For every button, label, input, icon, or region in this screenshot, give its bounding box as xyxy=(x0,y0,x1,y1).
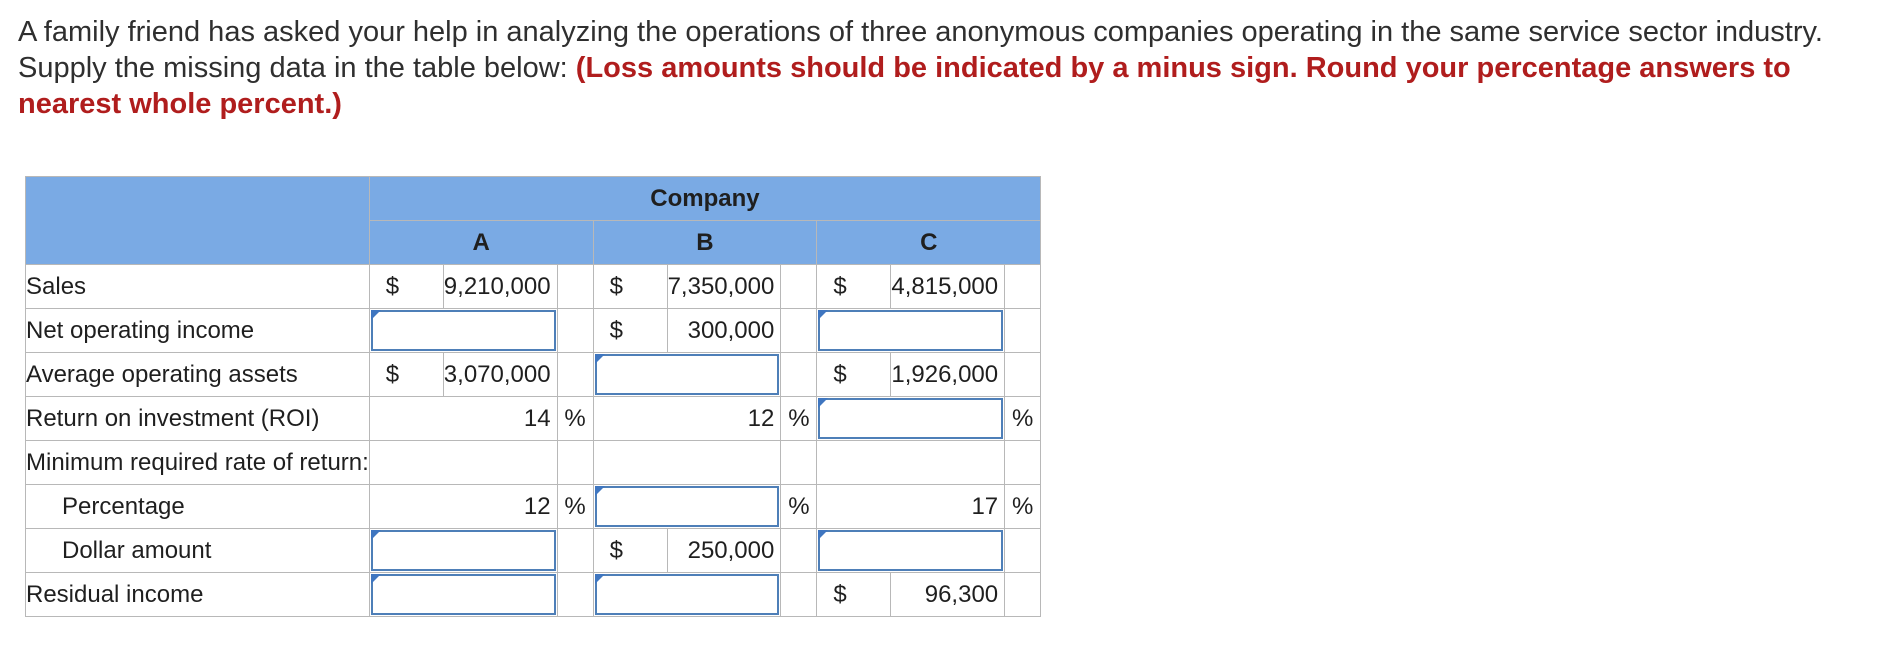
sales-c-unit xyxy=(1005,265,1041,309)
sales-a-currency: $ xyxy=(369,265,443,309)
dollar-b-currency: $ xyxy=(593,529,667,573)
input-marker-icon xyxy=(371,574,381,584)
table-row-average-operating-assets xyxy=(26,353,1041,397)
sales-a-unit xyxy=(557,265,593,309)
roi-a-value: 14 xyxy=(369,397,557,441)
row-label-residual-income: Residual income xyxy=(26,573,370,617)
roi-c-input-cell xyxy=(817,397,1005,441)
sales-b-value: 7,350,000 xyxy=(667,265,781,309)
table-row-minimum-rate-heading xyxy=(26,441,1041,485)
row-label-percentage: Percentage xyxy=(26,485,370,529)
min-rate-c-empty xyxy=(817,441,1005,485)
noi-a-unit xyxy=(557,309,593,353)
residual-a-input[interactable] xyxy=(371,574,556,615)
residual-a-input-cell xyxy=(369,573,557,617)
dollar-a-unit xyxy=(557,529,593,573)
min-rate-c-unit xyxy=(1005,441,1041,485)
assets-b-input[interactable] xyxy=(595,354,780,395)
noi-a-input[interactable] xyxy=(371,310,556,351)
roi-c-unit: % xyxy=(1005,397,1041,441)
sales-b-unit xyxy=(781,265,817,309)
row-label-average-operating-assets: Average operating assets xyxy=(26,353,370,397)
row-label-roi: Return on investment (ROI) xyxy=(26,397,370,441)
assets-c-unit xyxy=(1005,353,1041,397)
noi-c-input-cell xyxy=(817,309,1005,353)
sales-c-value: 4,815,000 xyxy=(891,265,1005,309)
assets-b-unit xyxy=(781,353,817,397)
percentage-b-input-cell xyxy=(593,485,781,529)
dollar-a-input-cell xyxy=(369,529,557,573)
assets-c-currency: $ xyxy=(817,353,891,397)
dollar-c-input-cell xyxy=(817,529,1005,573)
prompt-emphasis: (Loss amounts should be indicated by a minus sign. Round your percentage answers to nearest whole percent.) xyxy=(18,52,1791,120)
input-marker-icon xyxy=(595,574,605,584)
row-label-dollar-amount: Dollar amount xyxy=(26,529,370,573)
assets-a-value: 3,070,000 xyxy=(443,353,557,397)
percentage-a-unit: % xyxy=(557,485,593,529)
row-label-sales: Sales xyxy=(26,265,370,309)
residual-c-value: 96,300 xyxy=(891,573,1005,617)
residual-b-input[interactable] xyxy=(595,574,780,615)
input-marker-icon xyxy=(371,310,381,320)
sales-c-currency: $ xyxy=(817,265,891,309)
table-row-sales xyxy=(26,265,1041,309)
percentage-a-value: 12 xyxy=(369,485,557,529)
table-row-net-operating-income xyxy=(26,309,1041,353)
assets-a-currency: $ xyxy=(369,353,443,397)
dollar-b-value: 250,000 xyxy=(667,529,781,573)
min-rate-a-unit xyxy=(557,441,593,485)
percentage-c-value: 17 xyxy=(817,485,1005,529)
input-marker-icon xyxy=(818,530,828,540)
table-row-dollar-amount xyxy=(26,529,1041,573)
residual-a-unit xyxy=(557,573,593,617)
residual-c-unit xyxy=(1005,573,1041,617)
input-marker-icon xyxy=(818,398,828,408)
roi-a-unit: % xyxy=(557,397,593,441)
assets-a-unit xyxy=(557,353,593,397)
noi-b-unit xyxy=(781,309,817,353)
noi-b-value: 300,000 xyxy=(667,309,781,353)
column-header-a: A xyxy=(369,221,593,265)
table-row-roi xyxy=(26,397,1041,441)
column-header-c: C xyxy=(817,221,1041,265)
assets-c-value: 1,926,000 xyxy=(891,353,1005,397)
sales-b-currency: $ xyxy=(593,265,667,309)
min-rate-a-empty xyxy=(369,441,557,485)
sales-a-value: 9,210,000 xyxy=(443,265,557,309)
prompt-text: A family friend has asked your help in analyzing the operations of three anonymous companies operating in the same service sector industry. Supply the missing data in the table below: xyxy=(18,16,1823,84)
input-marker-icon xyxy=(595,354,605,364)
noi-c-input[interactable] xyxy=(818,310,1003,351)
percentage-c-unit: % xyxy=(1005,485,1041,529)
input-marker-icon xyxy=(371,530,381,540)
company-group-header: Company xyxy=(369,177,1040,221)
percentage-b-input[interactable] xyxy=(595,486,780,527)
noi-a-input-cell xyxy=(369,309,557,353)
input-marker-icon xyxy=(595,486,605,496)
dollar-b-unit xyxy=(781,529,817,573)
roi-c-input[interactable] xyxy=(818,398,1003,439)
roi-b-value: 12 xyxy=(593,397,781,441)
roi-b-unit: % xyxy=(781,397,817,441)
header-row-group xyxy=(26,177,1041,221)
dollar-a-input[interactable] xyxy=(371,530,556,571)
assets-b-input-cell xyxy=(593,353,781,397)
table-row-percentage xyxy=(26,485,1041,529)
min-rate-b-unit xyxy=(781,441,817,485)
dollar-c-unit xyxy=(1005,529,1041,573)
noi-b-currency: $ xyxy=(593,309,667,353)
row-label-minimum-rate: Minimum required rate of return: xyxy=(26,441,370,485)
row-label-net-operating-income: Net operating income xyxy=(26,309,370,353)
question-prompt xyxy=(18,14,1878,122)
company-data-table xyxy=(25,176,1041,617)
column-header-b: B xyxy=(593,221,817,265)
residual-c-currency: $ xyxy=(817,573,891,617)
header-blank-cell xyxy=(26,177,370,265)
noi-c-unit xyxy=(1005,309,1041,353)
residual-b-unit xyxy=(781,573,817,617)
input-marker-icon xyxy=(818,310,828,320)
min-rate-b-empty xyxy=(593,441,781,485)
percentage-b-unit: % xyxy=(781,485,817,529)
residual-b-input-cell xyxy=(593,573,781,617)
dollar-c-input[interactable] xyxy=(818,530,1003,571)
table-row-residual-income xyxy=(26,573,1041,617)
